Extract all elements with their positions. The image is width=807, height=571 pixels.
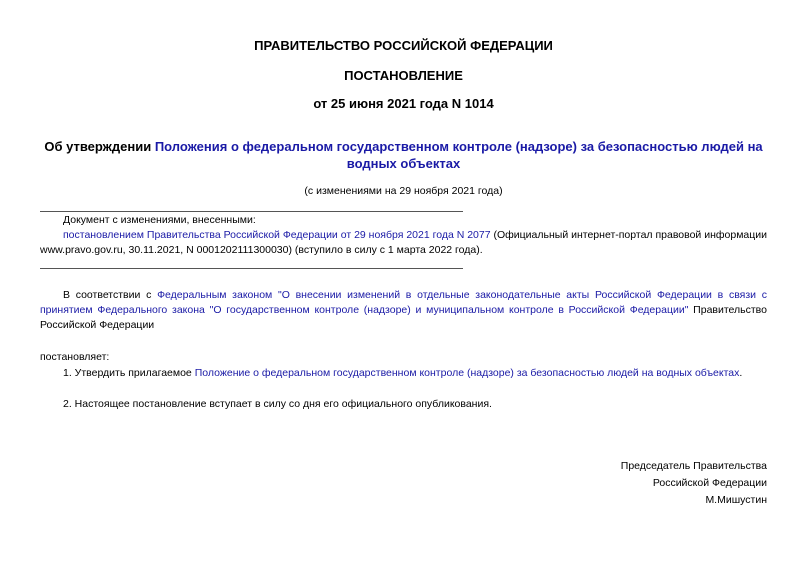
item-1-prefix: 1. Утвердить прилагаемое: [63, 367, 195, 379]
preamble-suffix: Правительство Российской Федерации: [40, 304, 767, 331]
item-1: [40, 366, 767, 381]
changes-intro: Документ с изменениями, внесенными:: [63, 214, 256, 226]
title-prefix: Об утверждении: [44, 139, 155, 154]
signature-position-line2: Российской Федерации: [652, 477, 767, 489]
changes-tail: (Официальный интернет-портал правовой информации www.pravo.gov.ru, 30.11.2021, N 0001202111300030) (вступило в силу с 1 марта 2022 года).: [40, 229, 767, 256]
federal-law-link[interactable]: Федеральным законом "О внесении изменений в отдельные законодательные акты Российской Федерации в связи с принятием Федерального закона "О государственном контроле (надзоре) и муниципальном контроле в Российской Федерации": [40, 289, 767, 316]
amendment-note: (с изменениями на 29 ноября 2021 года): [304, 185, 503, 197]
preamble-paragraph: [40, 288, 767, 333]
document-title: [40, 138, 767, 172]
amending-resolution-link[interactable]: постановлением Правительства Российской Федерации от 29 ноября 2021 года N 2077: [63, 229, 491, 241]
document-page: [40, 0, 767, 571]
signature-name: М.Мишустин: [705, 494, 767, 506]
signature-block: [621, 458, 767, 509]
document-type-heading: ПОСТАНОВЛЕНИЕ: [344, 68, 463, 83]
decrees-word: постановляет:: [40, 351, 110, 363]
changes-box: [40, 213, 767, 258]
signature-position-line1: Председатель Правительства: [620, 460, 767, 472]
item-1-suffix: .: [739, 367, 743, 379]
government-heading: ПРАВИТЕЛЬСТВО РОССИЙСКОЙ ФЕДЕРАЦИИ: [254, 38, 553, 53]
changes-top-divider: [40, 211, 463, 212]
approved-regulation-link[interactable]: Положение о федеральном государственном контроле (надзоре) за безопасностью людей на водных объектах: [194, 367, 740, 379]
changes-bottom-divider: [40, 268, 463, 269]
preamble-prefix: В соответствии с: [63, 289, 158, 301]
title-regulation-link[interactable]: Положения о федеральном государственном контроле (надзоре) за безопасностью людей на водных объектах: [154, 139, 763, 171]
document-date-number: от 25 июня 2021 года N 1014: [313, 96, 494, 111]
item-2: 2. Настоящее постановление вступает в силу со дня его официального опубликования.: [63, 398, 492, 410]
changes-text: [40, 228, 767, 258]
